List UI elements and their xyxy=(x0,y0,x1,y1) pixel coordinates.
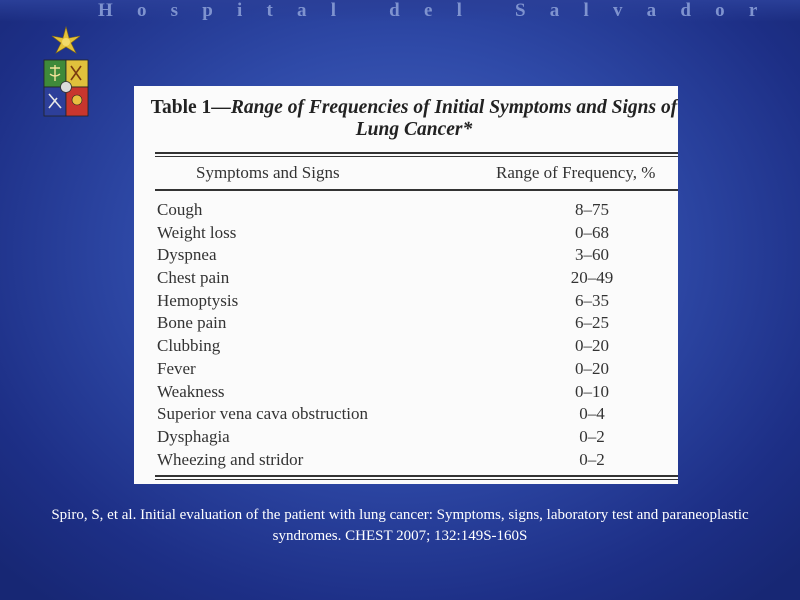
table-title-italic: Range of Frequencies of Initial Symptoms and Signs of Lung Cancer* xyxy=(230,97,678,140)
column-header-symptoms: Symptoms and Signs xyxy=(196,163,340,182)
citation-text: Spiro, S, et al. Initial evaluation of the patient with lung cancer: Symptoms, signs, laboratory test and paraneoplastic syndromes. CHEST 2007; 132:149S-160S xyxy=(51,507,749,544)
symptom-name: Dyspnea xyxy=(157,245,217,265)
slide-header xyxy=(0,0,800,22)
university-crest-icon xyxy=(40,24,94,122)
symptom-name: Bone pain xyxy=(157,313,227,333)
table-row xyxy=(134,313,678,336)
table-row xyxy=(134,382,678,405)
table-rule xyxy=(155,479,678,480)
frequency-range: 6–35 xyxy=(575,290,609,310)
symptom-name: Clubbing xyxy=(157,336,221,356)
table-title-lead: Table 1— xyxy=(150,97,231,118)
table-rule xyxy=(155,189,678,191)
table-row xyxy=(134,427,678,450)
symptom-name: Fever xyxy=(157,358,196,378)
frequency-range: 0–10 xyxy=(575,381,609,401)
table-row xyxy=(134,223,678,246)
table-row xyxy=(134,245,678,268)
frequency-range: 0–20 xyxy=(575,358,609,378)
symptom-name: Cough xyxy=(157,200,203,219)
table-row xyxy=(134,200,678,223)
frequency-range: 3–60 xyxy=(575,245,609,265)
table-row xyxy=(134,291,678,314)
table-image xyxy=(134,86,678,484)
hospital-name: Hospital del Salvador xyxy=(98,0,782,21)
frequency-range: 8–75 xyxy=(575,200,609,219)
symptom-name: Weight loss xyxy=(157,222,237,242)
table-row xyxy=(134,336,678,359)
frequency-range: 0–20 xyxy=(575,336,609,356)
table-rule xyxy=(155,156,678,157)
frequency-range: 0–2 xyxy=(579,426,605,446)
table-rule xyxy=(155,152,678,154)
table-row xyxy=(134,359,678,382)
symptom-name: Chest pain xyxy=(157,268,230,288)
table-row xyxy=(134,450,678,473)
symptom-name: Weakness xyxy=(157,381,225,401)
column-header-frequency: Range of Frequency, % xyxy=(496,163,656,182)
frequency-range: 0–68 xyxy=(575,222,609,242)
table-title xyxy=(134,97,678,141)
frequency-range: 20–49 xyxy=(570,268,614,288)
table-body xyxy=(134,200,678,472)
symptom-name: Hemoptysis xyxy=(157,290,239,310)
table-row xyxy=(134,268,678,291)
symptom-name: Superior vena cava obstruction xyxy=(157,404,369,424)
table-rule xyxy=(155,475,678,477)
table-row xyxy=(134,404,678,427)
frequency-range: 6–25 xyxy=(575,313,609,333)
frequency-range: 0–4 xyxy=(579,404,605,424)
symptom-name: Wheezing and stridor xyxy=(157,449,304,469)
symptom-name: Dysphagia xyxy=(157,426,230,446)
frequency-range: 0–2 xyxy=(579,449,605,469)
